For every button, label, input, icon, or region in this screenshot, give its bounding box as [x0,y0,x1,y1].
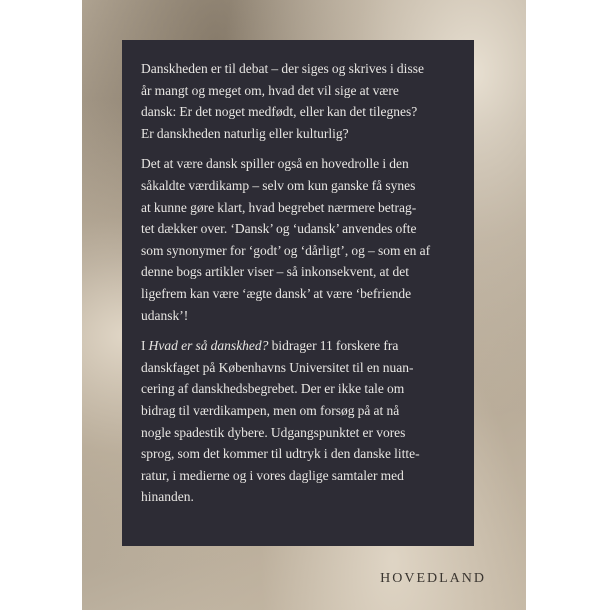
text-line: såkaldte værdikamp – selv om kun ganske få synes [141,177,416,193]
text-line: sprog, som det kommer til udtryk i den danske litte- [141,446,420,462]
text-line [141,335,458,357]
text-line: ligefrem kan være ‘ægte dansk’ at være ‘befriende [141,285,412,301]
blurb-paragraph-1 [141,58,458,144]
text-line: hinanden. [141,489,194,505]
text-line: denne bogs artikler viser – så inkonsekvent, at det [141,264,409,280]
text-line: at kunne gøre klart, hvad begrebet nærmere betrag- [141,199,417,215]
text-line: Det at være dansk spiller også en hovedrolle i den [141,156,409,172]
blurb-box [122,40,474,546]
text-fragment: bidrager 11 forskere fra [268,338,399,354]
text-line: Er danskheden naturlig eller kulturlig? [141,125,349,141]
text-line: Danskheden er til debat – der siges og skrives i disse [141,61,424,76]
blurb-paragraph-2 [141,153,458,326]
text-line: udansk’! [141,307,189,323]
text-line: danskfaget på Københavns Universitet til en nuan- [141,359,414,375]
text-line: som synonymer for ‘godt’ og ‘dårligt’, og – som en af [141,242,431,258]
publisher-name: HOVEDLAND [380,571,486,586]
book-back-cover [82,0,526,610]
text-line: ratur, i medierne og i vores daglige samtaler med [141,467,404,483]
book-title: Hvad er så danskhed? [148,338,269,354]
text-line: dansk: Er det noget medfødt, eller kan det tilegnes? [141,104,418,120]
text-line: cering af danskhedsbegrebet. Der er ikke tale om [141,381,405,397]
text-line: nogle spadestik dybere. Udgangspunktet er vores [141,424,406,440]
text-line: bidrag til værdikampen, men om forsøg på at nå [141,402,400,418]
text-line: år mangt og meget om, hvad det vil sige at være [141,82,399,98]
text-fragment: I [141,338,149,354]
text-line: tet dækker over. ‘Dansk’ og ‘udansk’ anvendes ofte [141,221,417,237]
blurb-paragraph-3 [141,335,458,508]
